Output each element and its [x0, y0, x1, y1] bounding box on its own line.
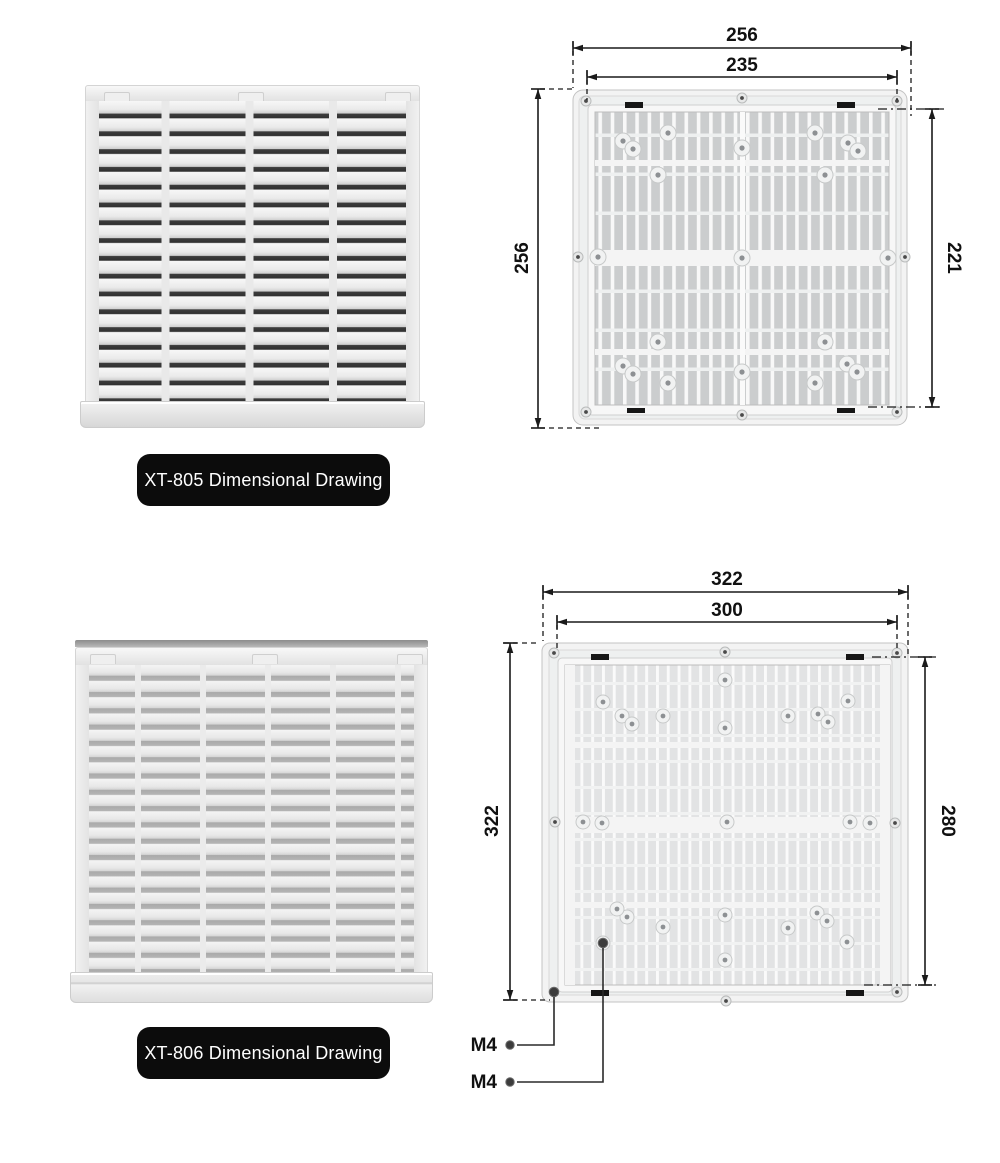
screw-boss	[820, 914, 834, 928]
screw-boss	[734, 250, 750, 266]
screw-boss	[840, 935, 854, 949]
screw-boss	[656, 920, 670, 934]
screw-boss	[734, 364, 750, 380]
louver-right-edge	[414, 665, 427, 975]
screw-boss	[595, 816, 609, 830]
m4-callout-label: M4	[470, 1035, 497, 1056]
dim-outer-width-805: 256	[726, 25, 758, 46]
m4-hole-boss	[598, 938, 608, 948]
screw-boss	[656, 709, 670, 723]
louver-right-edge	[406, 101, 419, 404]
dim-outer-width-806: 322	[711, 569, 743, 590]
screw-boss	[590, 249, 606, 265]
dim-outer-height-805: 256	[512, 242, 533, 274]
screw-boss	[610, 902, 624, 916]
grille-clip-tab	[397, 654, 423, 664]
xt806-front-view	[75, 640, 428, 1003]
edge-screw	[737, 93, 747, 103]
edge-screw	[550, 817, 560, 827]
grille-clip-tab	[252, 654, 278, 664]
corner-screw	[892, 407, 902, 417]
louver-column-dividers	[86, 101, 419, 404]
grid-margin	[565, 665, 575, 985]
grid-rail	[565, 742, 890, 748]
dim-holes-height-806: 280	[937, 805, 958, 837]
grid-margin	[880, 665, 890, 985]
edge-screw	[890, 818, 900, 828]
edge-screw	[573, 252, 583, 262]
xt806-label: XT-806 Dimensional Drawing	[137, 1027, 390, 1079]
mounting-clip	[591, 990, 609, 996]
screw-boss	[720, 815, 734, 829]
mounting-clip	[627, 408, 645, 413]
xt806-grille-louvers	[75, 665, 428, 975]
screw-boss	[718, 673, 732, 687]
screw-boss	[850, 143, 866, 159]
screw-boss	[718, 908, 732, 922]
screw-boss	[625, 366, 641, 382]
screw-boss	[596, 695, 610, 709]
edge-screw	[720, 647, 730, 657]
corner-screw	[581, 407, 591, 417]
xt805-grille-louvers	[85, 101, 420, 404]
xt805-label: XT-805 Dimensional Drawing	[137, 454, 390, 506]
screw-boss	[718, 721, 732, 735]
corner-screw	[892, 987, 902, 997]
screw-boss	[660, 125, 676, 141]
screw-boss	[576, 815, 590, 829]
m4-callout-dot	[506, 1041, 514, 1049]
screw-boss	[718, 953, 732, 967]
m4-leader-line	[517, 997, 554, 1045]
m4-hole-corner	[549, 987, 559, 997]
xt805-grille-top-cap	[85, 85, 420, 101]
screw-boss	[650, 167, 666, 183]
xt805-front-view	[85, 85, 420, 428]
screw-boss	[807, 375, 823, 391]
mounting-clip	[846, 990, 864, 996]
m4-callout-dot	[506, 1078, 514, 1086]
screw-boss	[863, 816, 877, 830]
xt806-dimensional-drawing	[440, 555, 990, 1105]
mounting-clip	[837, 408, 855, 413]
louver-left-edge	[86, 101, 99, 404]
dim-outer-height-806: 322	[482, 805, 503, 837]
louver-left-edge	[76, 665, 89, 975]
screw-boss	[807, 125, 823, 141]
xt806-grille-top-cap	[75, 647, 428, 665]
xt805-grille-base	[80, 401, 425, 428]
xt806-top-edge	[75, 640, 428, 647]
screw-boss	[660, 375, 676, 391]
screw-boss	[817, 167, 833, 183]
screw-boss	[880, 250, 896, 266]
screw-boss	[625, 141, 641, 157]
screw-boss	[625, 717, 639, 731]
screw-boss	[734, 140, 750, 156]
corner-screw	[549, 648, 559, 658]
dim-holes-height-805: 221	[943, 242, 964, 274]
screw-boss	[781, 709, 795, 723]
grille-clip-tab	[90, 654, 116, 664]
mounting-clip	[837, 102, 855, 108]
corner-screw	[581, 96, 591, 106]
screw-boss	[817, 334, 833, 350]
screw-boss	[849, 364, 865, 380]
mounting-clip	[591, 654, 609, 660]
corner-screw	[892, 96, 902, 106]
xt805-dimensional-drawing	[500, 20, 970, 450]
screw-boss	[650, 334, 666, 350]
m4-callout-label: M4	[470, 1072, 497, 1093]
dim-holes-width-806: 300	[711, 600, 743, 621]
edge-screw	[737, 410, 747, 420]
dim-holes-width-805: 235	[726, 55, 758, 76]
screw-boss	[781, 921, 795, 935]
mounting-clip	[846, 654, 864, 660]
edge-screw	[900, 252, 910, 262]
edge-screw	[721, 996, 731, 1006]
screw-boss	[841, 694, 855, 708]
screw-boss	[843, 815, 857, 829]
louver-column-dividers	[76, 665, 427, 975]
xt806-grille-base	[70, 972, 433, 1003]
mounting-clip	[625, 102, 643, 108]
screw-boss	[821, 715, 835, 729]
